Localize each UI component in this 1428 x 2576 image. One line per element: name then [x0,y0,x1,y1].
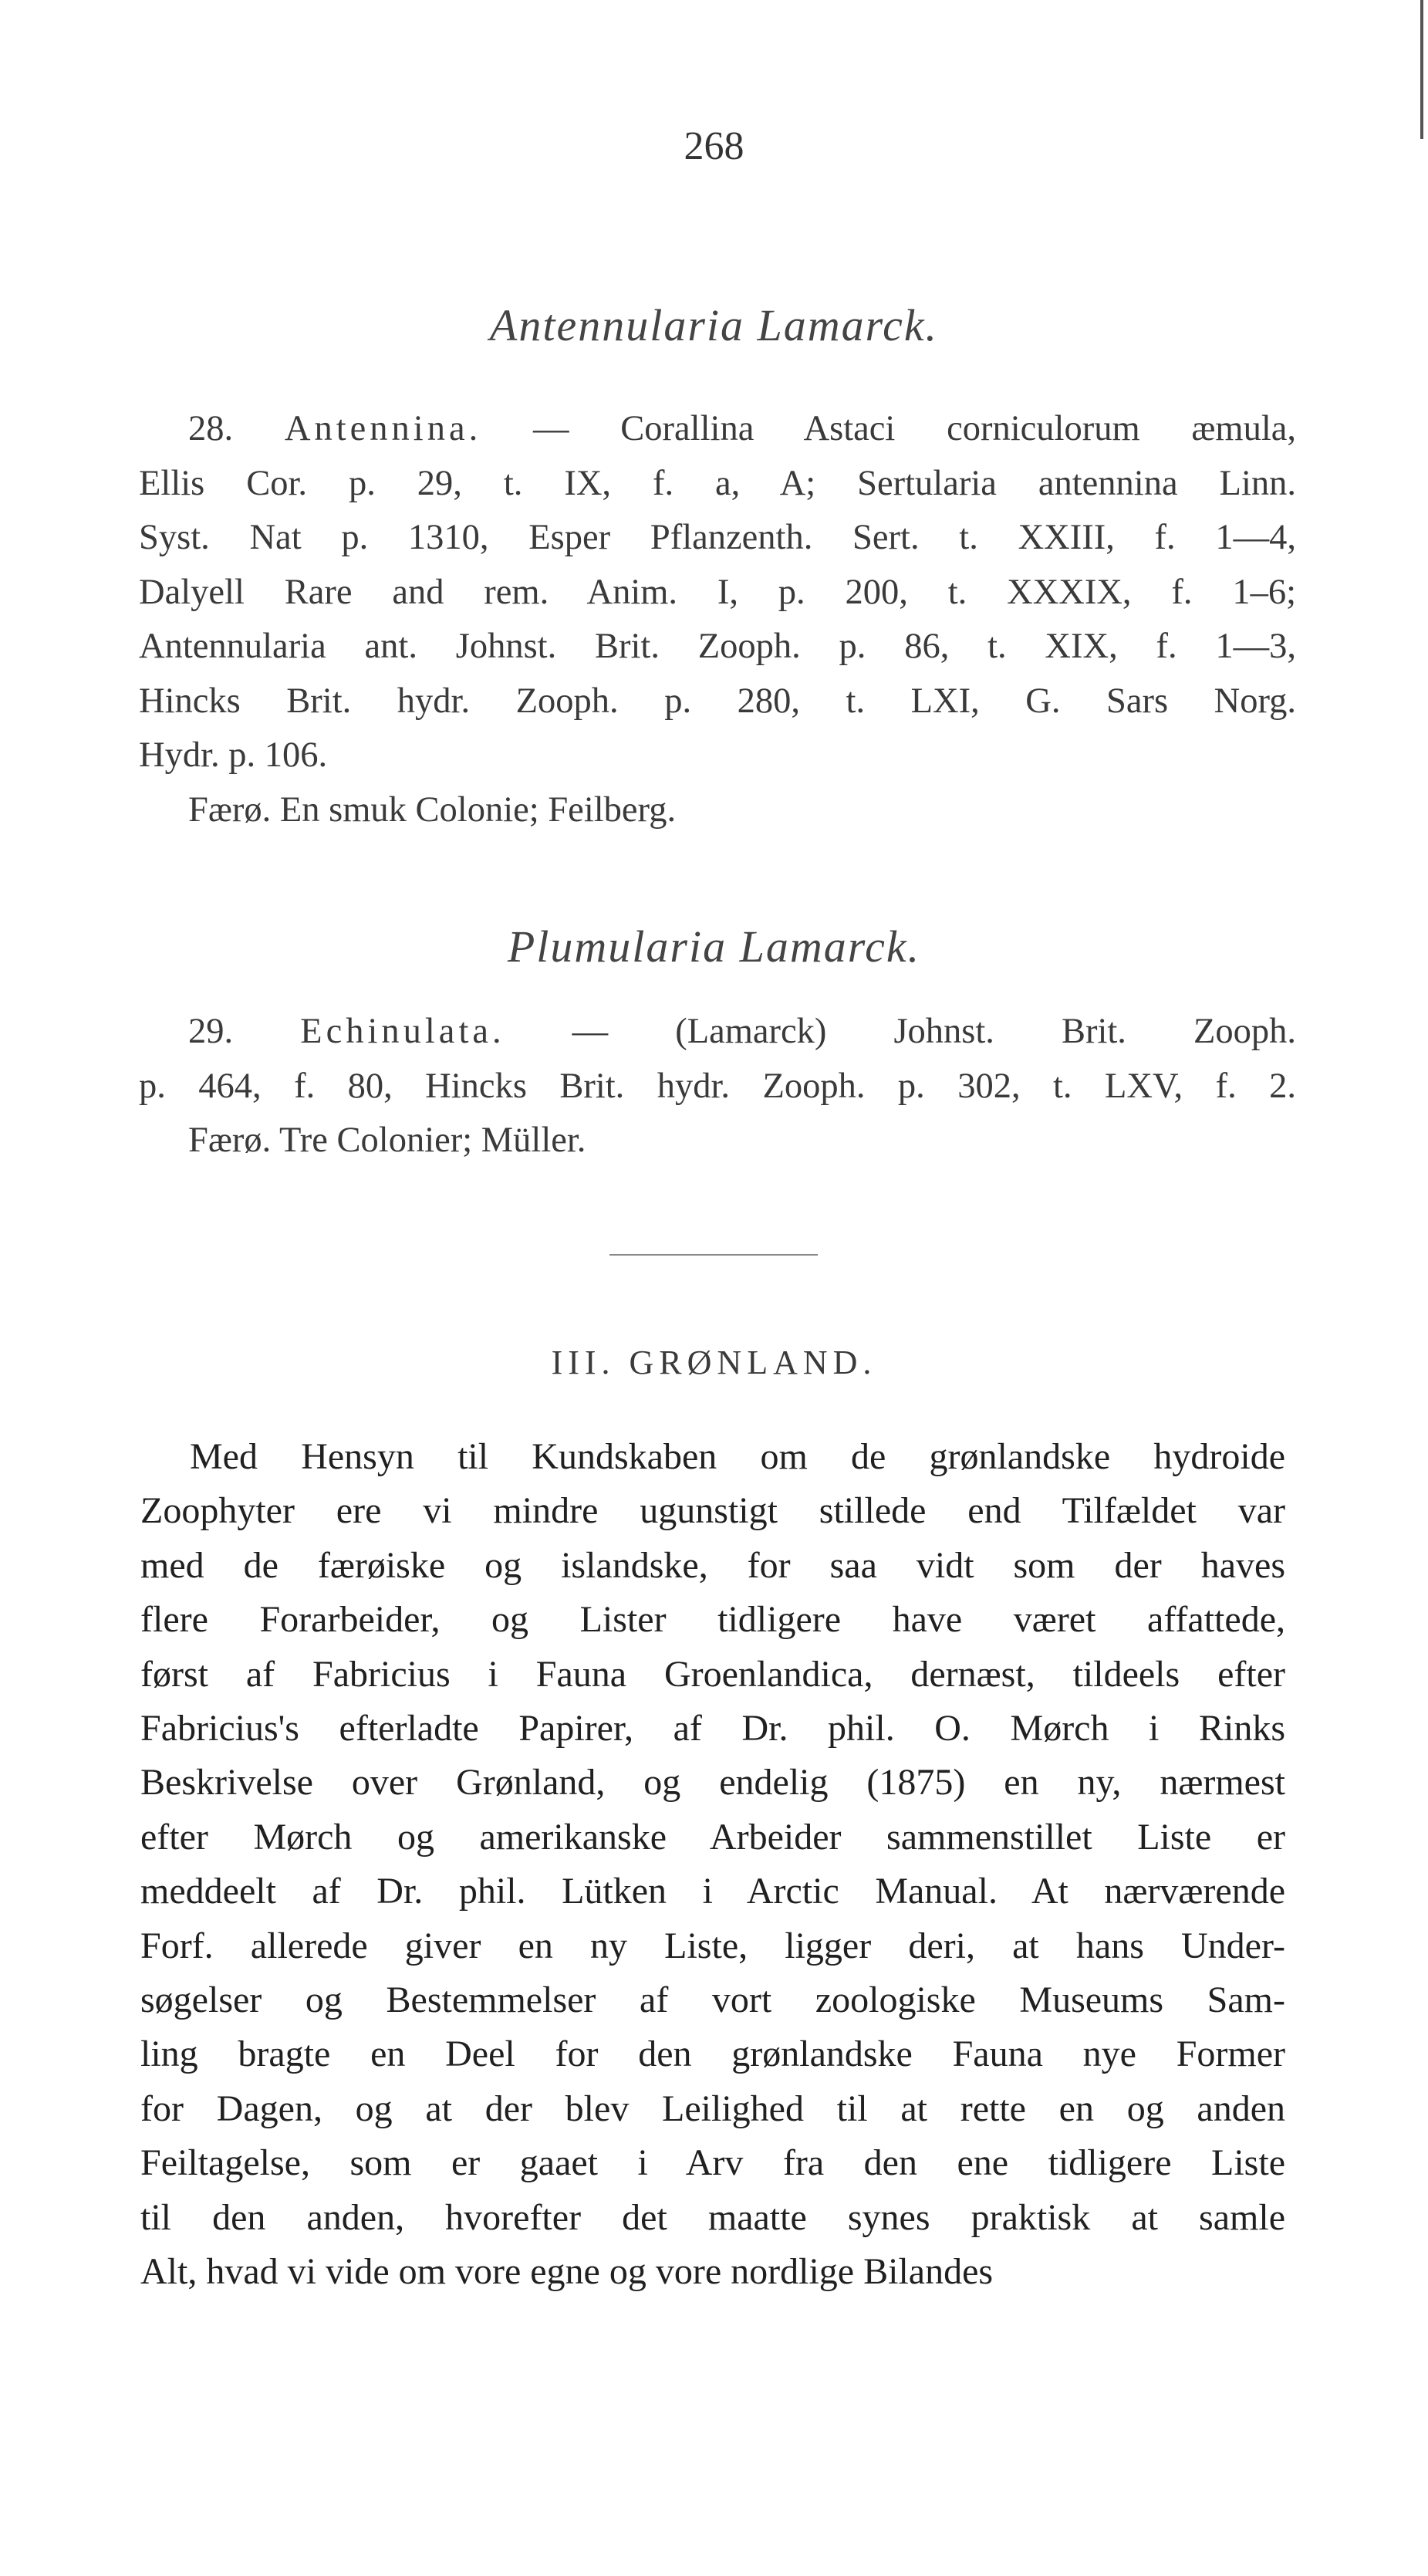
locality-note: Færø. En smuk Colonie; Feilberg. [188,789,677,830]
entry-line: Antennularia ant. Johnst. Brit. Zooph. p. 86, t. XIX, f. 1—3, [139,627,1296,666]
page-edge-mark [1420,0,1423,139]
entry-line: Hydr. p. 106. [139,735,328,775]
gronland-paragraph [140,1430,1285,2300]
section-title-gronland: III. GRØNLAND. [551,1344,877,1381]
entry-first-line: 29. Echinulata. — (Lamarck) Johnst. Brit. Zooph. [188,1012,1296,1051]
entry-antennina [139,402,1296,837]
species-name: Echinulata. [300,1012,505,1051]
paragraph-line: Med Hensyn til Kundskaben om de grønlandske hydroide [190,1436,1285,1477]
paragraph-line: Alt, hvad vi vide om vore egne og vore nordlige Bilandes [140,2251,994,2293]
entry-first-line: 28. Antennina. — Corallina Astaci corniculorum æmula, [188,409,1296,448]
entry-line: p. 464, f. 80, Hincks Brit. hydr. Zooph. p. 302, t. LXV, f. 2. [139,1066,1296,1106]
section-divider [609,1254,818,1256]
paragraph-line: Beskrivelse over Grønland, og endelig (1875) en ny, nærmest [140,1762,1285,1804]
paragraph-line: først af Fabricius i Fauna Groenlandica, dernæst, tildeels efter [140,1653,1285,1695]
species-name: Antennina. [284,409,482,448]
paragraph-line: med de færøiske og islandske, for saa vidt som der haves [140,1544,1285,1586]
entry-line: Dalyell Rare and rem. Anim. I, p. 200, t. XXXIX, f. 1–6; [139,572,1296,612]
page-number: 268 [684,124,744,168]
paragraph-line: Zoophyter ere vi mindre ugunstigt stillede end Tilfældet var [140,1490,1285,1532]
synonym-text: Corallina Astaci corniculorum æmula, [620,409,1296,448]
entry-echinulata [139,1005,1296,1168]
entry-line: Hincks Brit. hydr. Zooph. p. 280, t. LXI, G. Sars Norg. [139,681,1296,721]
paragraph-line: Feiltagelse, som er gaaet i Arv fra den ene tidligere Liste [140,2142,1285,2184]
genus-heading-plumularia: Plumularia Lamarck. [507,921,921,972]
paragraph-line: flere Forarbeider, og Lister tidligere have været affattede, [140,1599,1285,1641]
paragraph-line: for Dagen, og at der blev Leilighed til at rette en og anden [140,2088,1285,2129]
synonym-text: (Lamarck) Johnst. Brit. Zooph. [675,1012,1296,1051]
entry-number: 29. [188,1012,234,1051]
paragraph-line: Fabricius's efterladte Papirer, af Dr. phil. O. Mørch i Rinks [140,1708,1285,1749]
paragraph-line: til den anden, hvorefter det maatte synes praktisk at samle [140,2196,1285,2238]
paragraph-line: ling bragte en Deel for den grønlandske Fauna nye Former [140,2033,1285,2075]
entry-line: Ellis Cor. p. 29, t. IX, f. a, A; Sertularia antennina Linn. [139,463,1296,503]
paragraph-line: søgelser og Bestemmelser af vort zoologiske Museums Sam- [140,1979,1285,2021]
entry-line: Syst. Nat p. 1310, Esper Pflanzenth. Sert. t. XXIII, f. 1—4, [139,518,1296,557]
paragraph-line: Forf. allerede giver en ny Liste, ligger deri, at hans Under- [140,1925,1285,1966]
paragraph-line: efter Mørch og amerikanske Arbeider sammenstillet Liste er [140,1816,1285,1858]
locality-note: Færø. Tre Colonier; Müller. [188,1121,586,1160]
entry-number: 28. [188,409,234,448]
paragraph-line: meddeelt af Dr. phil. Lütken i Arctic Manual. At nærværende [140,1871,1285,1912]
genus-heading-antennularia: Antennularia Lamarck. [489,300,939,350]
